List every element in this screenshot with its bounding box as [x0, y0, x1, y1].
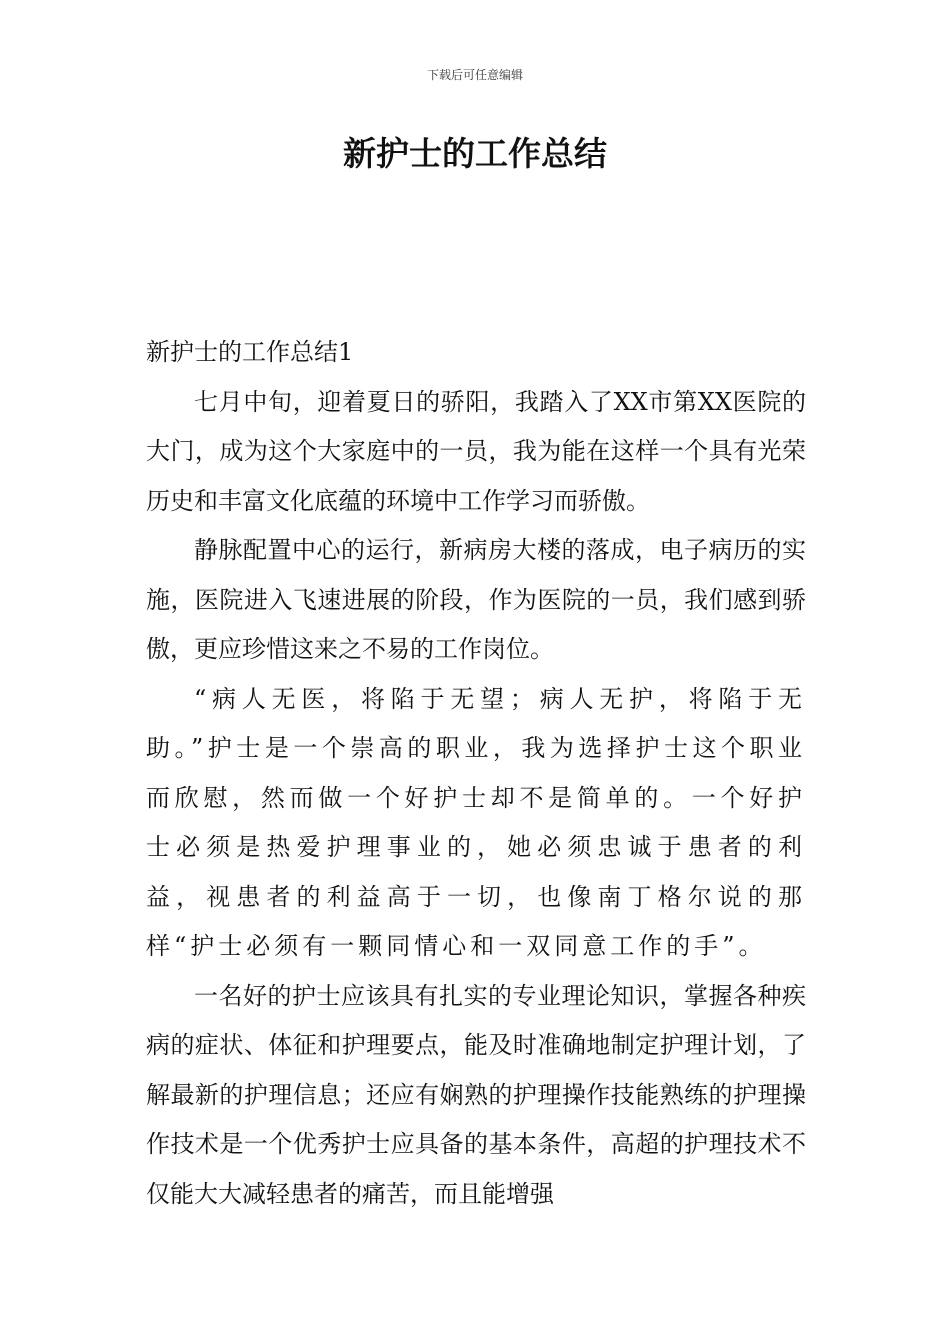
document-body: [146, 328, 806, 1219]
paragraph-2: 静脉配置中心的运行，新病房大楼的落成，电子病历的实施，医院进入飞速进展的阶段，作为医院的一员，我们感到骄傲，更应珍惜这来之不易的工作岗位。: [146, 536, 806, 663]
paragraph-3: “病人无医，将陷于无望；病人无护，将陷于无助。”护士是一个崇高的职业，我为选择护士这个职业而欣慰，然而做一个好护士却不是简单的。一个好护士必须是热爱护理事业的，她必须忠诚于患者的利益，视患者的利益高于一切，也像南丁格尔说的那样“护士必须有一颗同情心和一双同意工作的手”。: [146, 684, 806, 960]
paragraph-4: 一名好的护士应该具有扎实的专业理论知识，掌握各种疾病的症状、体征和护理要点，能及时准确地制定护理计划，了解最新的护理信息；还应有娴熟的护理操作技能熟练的护理操作技术是一个优秀护士应具备的基本条件，高超的护理技术不仅能大大减轻患者的痛苦，而且能增强: [146, 981, 806, 1208]
header-note: 下载后可任意编辑: [426, 68, 523, 82]
document-title: 新护士的工作总结: [343, 134, 607, 173]
section-heading: 新护士的工作总结1: [146, 338, 354, 366]
paragraph-1: 七月中旬，迎着夏日的骄阳，我踏入了XX市第XX医院的大门，成为这个大家庭中的一员，我为能在这样一个具有光荣历史和丰富文化底蕴的环境中工作学习而骄傲。: [146, 387, 806, 515]
